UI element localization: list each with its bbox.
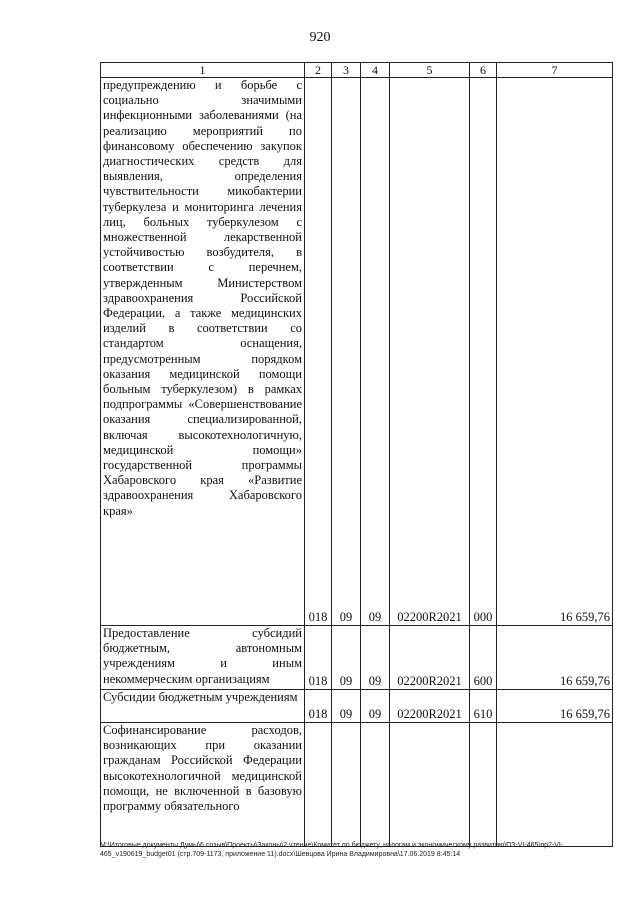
row-code-3: 09 <box>332 78 361 626</box>
row-code-2: 018 <box>305 78 332 626</box>
row-code-4 <box>361 723 390 847</box>
row-code-3: 09 <box>332 690 361 723</box>
row-description: предупреждению и борьбе с социально значимыми инфекционными заболеваниями (на реализацию мероприятий по финансовому обеспечению закупок диагностических средств для выявления, определения чувствительности микобактерии туберкулеза и мониторинга лечения лиц, больных туберкулезом с множественной лекарственной устойчивостью возбудителя, в соответствии с перечнем, утвержденным Министерством здравоохранения Российской Федерации, а также медицинских изделий в соответствии со стандартом оснащения, предусмотренным порядком оказания медицинской помощи больным туберкулезом) в рамках подпрограммы «Совершенствование оказания специализированной, включая высокотехнологичную, медицинской помощи» государственной программы Хабаровского края «Развитие здравоохранения Хабаровского края» <box>101 78 305 626</box>
row-code-4: 09 <box>361 690 390 723</box>
row-amount: 16 659,76 <box>497 690 613 723</box>
row-code-5: 02200R2021 <box>390 690 470 723</box>
header-cell: 7 <box>497 63 613 78</box>
row-amount: 16 659,76 <box>497 626 613 690</box>
row-amount: 16 659,76 <box>497 78 613 626</box>
row-code-2 <box>305 723 332 847</box>
header-cell: 4 <box>361 63 390 78</box>
row-code-2: 018 <box>305 690 332 723</box>
row-code-4: 09 <box>361 78 390 626</box>
table-header-row <box>101 63 613 78</box>
header-cell: 3 <box>332 63 361 78</box>
row-code-5 <box>390 723 470 847</box>
table-row <box>101 626 613 690</box>
row-code-2: 018 <box>305 626 332 690</box>
header-cell: 2 <box>305 63 332 78</box>
row-code-5: 02200R2021 <box>390 626 470 690</box>
row-code-3: 09 <box>332 626 361 690</box>
row-amount <box>497 723 613 847</box>
page-number: 920 <box>309 30 331 45</box>
row-description: Субсидии бюджетным учреждениям <box>101 690 305 723</box>
header-cell: 6 <box>470 63 497 78</box>
table-row <box>101 723 613 847</box>
budget-table <box>100 62 613 847</box>
row-code-3 <box>332 723 361 847</box>
header-cell: 1 <box>101 63 305 78</box>
row-code-4: 09 <box>361 626 390 690</box>
row-code-5: 02200R2021 <box>390 78 470 626</box>
document-path-footer: M:\Итоговые документы Думы\6 созыв\Проекты\Законы\2 чтение\Комитет по бюджету, налогам и экономическому развитию\ПЗ-VI-465\пр2-VI-465_v190619_budget01 (стр.709-1173, приложение 11).docx\Шевцова Ирина Владимировна\17.06.2019 8:45:14 <box>100 842 564 858</box>
table-row <box>101 78 613 626</box>
header-cell: 5 <box>390 63 470 78</box>
row-description: Софинансирование расходов, возникающих при оказании гражданам Российской Федерации высокотехнологичной медицинской помощи, не включенной в базовую программу обязательного <box>101 723 305 847</box>
row-code-6: 600 <box>470 626 497 690</box>
row-description: Предоставление субсидий бюджетным, автономным учреждениям и иным некоммерческим организациям <box>101 626 305 690</box>
row-code-6: 000 <box>470 78 497 626</box>
row-code-6: 610 <box>470 690 497 723</box>
row-code-6 <box>470 723 497 847</box>
table-row <box>101 690 613 723</box>
